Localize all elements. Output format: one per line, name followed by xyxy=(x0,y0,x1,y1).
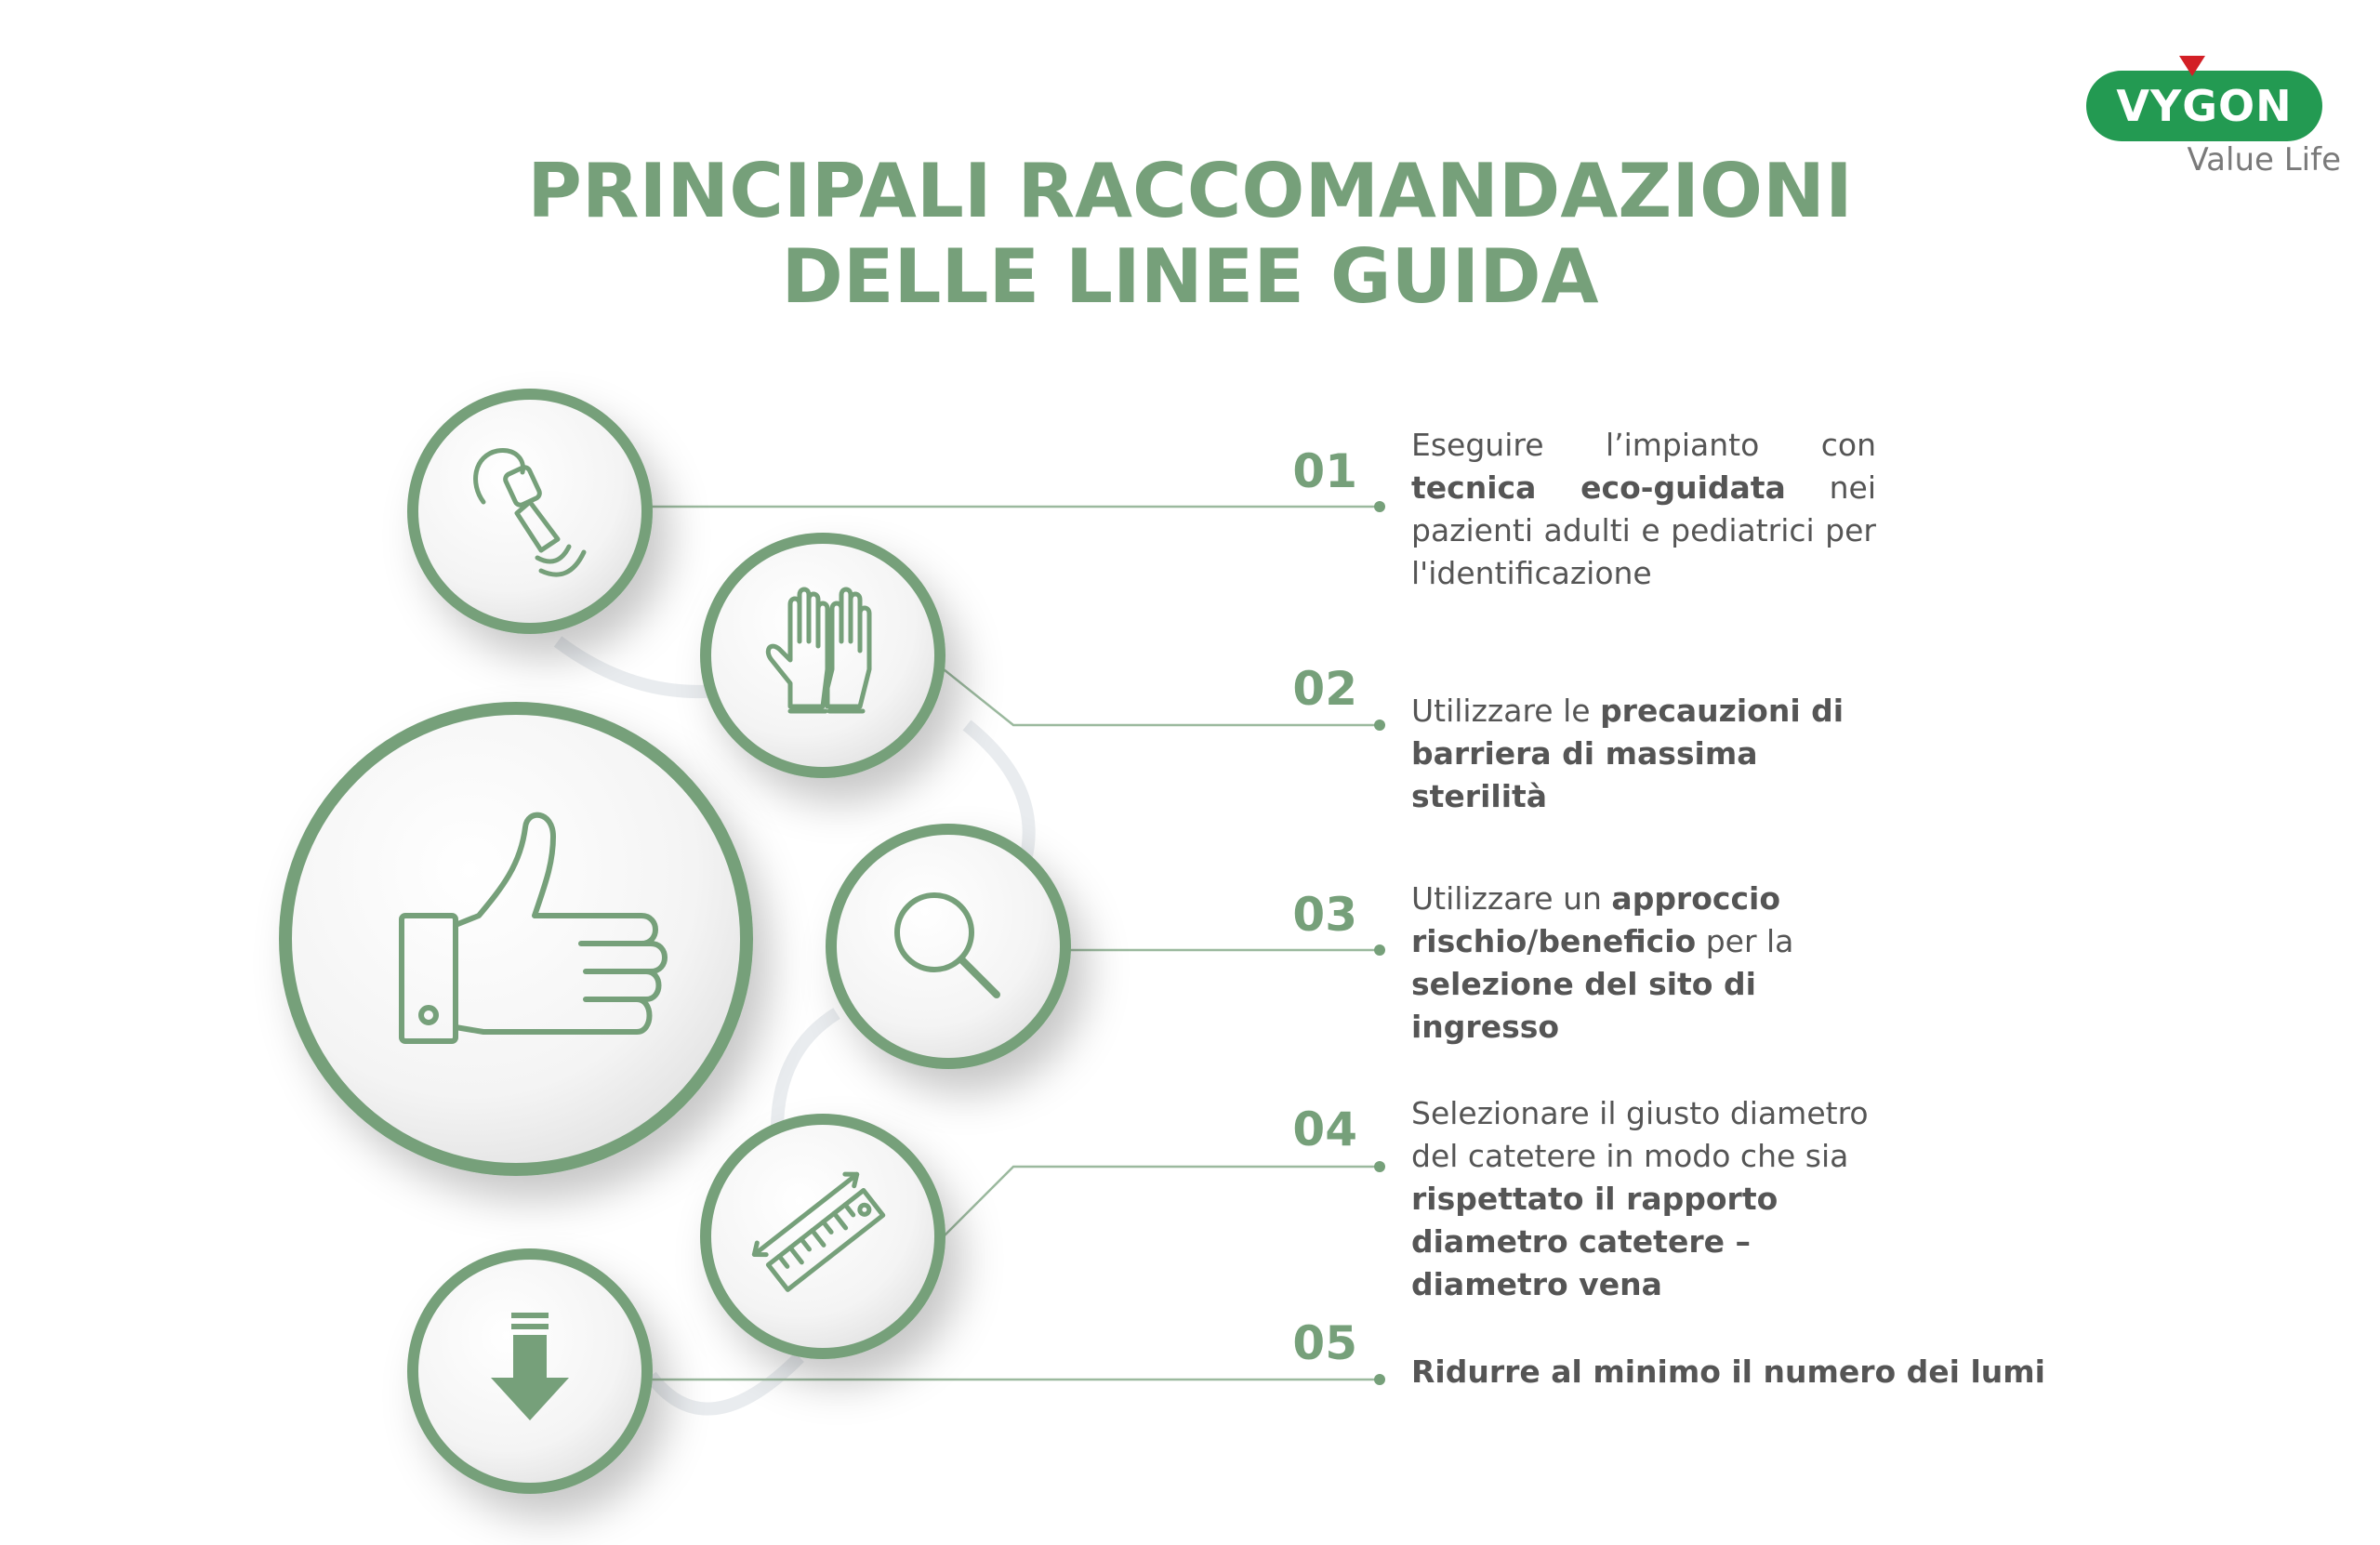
connector-dots xyxy=(1374,501,1385,1385)
connector-dot-03 xyxy=(1374,944,1385,956)
circle-01 xyxy=(413,394,647,628)
circle-03 xyxy=(831,829,1065,1063)
item-text-02 xyxy=(1411,690,1895,818)
item-text-03 xyxy=(1411,878,1895,1049)
item-text-04 xyxy=(1411,1092,1895,1306)
item-number-03: 03 xyxy=(1292,888,1357,942)
item-number-01: 01 xyxy=(1292,444,1357,498)
title-line-1: PRINCIPALI RACCOMANDAZIONI xyxy=(527,148,1853,234)
circle-04 xyxy=(706,1119,940,1354)
text-segment: nei pazienti adulti e pediatrici per l'identificazione xyxy=(1411,469,1876,591)
item-text-05 xyxy=(1411,1351,2118,1393)
bold-text: selezione del sito di ingresso xyxy=(1411,966,1756,1045)
bold-text: tecnica eco-guidata xyxy=(1411,469,1786,506)
item-text-01 xyxy=(1411,424,1895,595)
item-number-02: 02 xyxy=(1292,662,1357,716)
text-segment: per la xyxy=(1696,923,1794,959)
connector-line-04 xyxy=(944,1167,1380,1236)
center-circle xyxy=(285,708,747,1169)
connector-dot-04 xyxy=(1374,1161,1385,1172)
item-paragraph xyxy=(1411,690,1895,818)
connector-dot-01 xyxy=(1374,501,1385,512)
circle-05 xyxy=(413,1254,647,1488)
item-paragraph xyxy=(1411,878,1895,1049)
text-segment: Utilizzare le xyxy=(1411,693,1601,729)
text-segment: Utilizzare un xyxy=(1411,880,1612,917)
bold-text: precauzioni di barriera di massima sterilità xyxy=(1411,693,1844,814)
item-paragraph xyxy=(1411,424,1876,595)
logo-wordmark: VYGON xyxy=(2116,81,2293,131)
bold-text: approccio rischio/beneficio xyxy=(1411,880,1780,959)
bold-text: rispettato il rapporto diametro catetere – diametro vena xyxy=(1411,1181,1778,1302)
item-paragraph xyxy=(1411,1092,1895,1306)
item-paragraph xyxy=(1411,1351,2118,1393)
text-segment: Selezionare il giusto diametro del catetere in modo che sia xyxy=(1411,1095,1869,1174)
circle-02 xyxy=(706,538,940,772)
title-line-2: DELLE LINEE GUIDA xyxy=(781,233,1599,320)
item-number-04: 04 xyxy=(1292,1103,1357,1156)
text-segment: Eseguire l’impianto con xyxy=(1411,427,1876,463)
item-number-05: 05 xyxy=(1292,1316,1357,1370)
connector-dot-05 xyxy=(1374,1374,1385,1385)
connector-dot-02 xyxy=(1374,720,1385,731)
logo-tagline: Value Life xyxy=(2187,141,2341,178)
bold-text: Ridurre al minimo il numero dei lumi xyxy=(1411,1354,2045,1390)
